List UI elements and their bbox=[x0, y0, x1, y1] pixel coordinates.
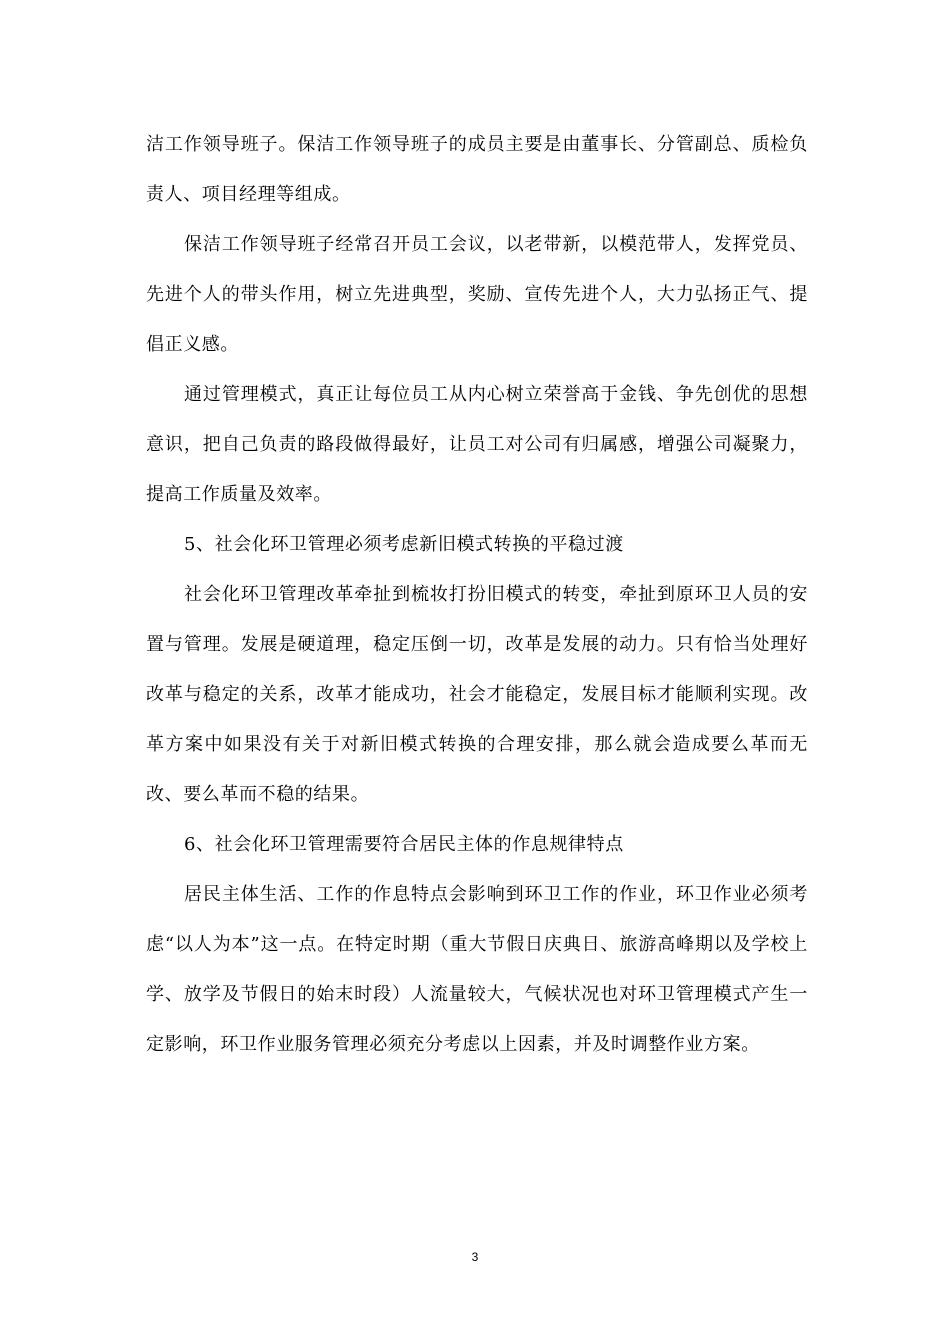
section-heading-5: 5、社会化环卫管理必须考虑新旧模式转换的平稳过渡 bbox=[184, 534, 624, 555]
section-heading-6: 6、社会化环卫管理需要符合居民主体的作息规律特点 bbox=[184, 834, 624, 855]
document-body bbox=[146, 120, 808, 1070]
paragraph-3: 通过管理模式，真正让每位员工从内心树立荣誉高于金钱、争先创优的思想意识，把自己负责的路段做得最好，让员工对公司有归属感，增强公司凝聚力，提高工作质量及效率。 bbox=[146, 384, 808, 505]
page-number: 3 bbox=[471, 1250, 479, 1264]
paragraph-5: 居民主体生活、工作的作息特点会影响到环卫工作的作业，环卫作业必须考虑“以人为本”这一点。在特定时期（重大节假日庆典日、旅游高峰期以及学校上学、放学及节假日的始末时段）人流量较大，气候状况也对环卫管理模式产生一定影响，环卫作业服务管理必须充分考虑以上因素，并及时调整作业方案。 bbox=[146, 884, 808, 1055]
paragraph-1: 洁工作领导班子。保洁工作领导班子的成员主要是由董事长、分管副总、质检负责人、项目经理等组成。 bbox=[146, 134, 808, 205]
paragraph-4: 社会化环卫管理改革牵扯到梳妆打扮旧模式的转变，牵扯到原环卫人员的安置与管理。发展是硬道理，稳定压倒一切，改革是发展的动力。只有恰当处理好改革与稳定的关系，改革才能成功，社会才能稳定，发展目标才能顺利实现。改革方案中如果没有关于对新旧模式转换的合理安排，那么就会造成要么革而无改、要么革而不稳的结果。 bbox=[146, 584, 808, 805]
paragraph-2: 保洁工作领导班子经常召开员工会议，以老带新，以模范带人，发挥党员、先进个人的带头作用，树立先进典型，奖励、宣传先进个人，大力弘扬正气、提倡正义感。 bbox=[146, 234, 808, 355]
